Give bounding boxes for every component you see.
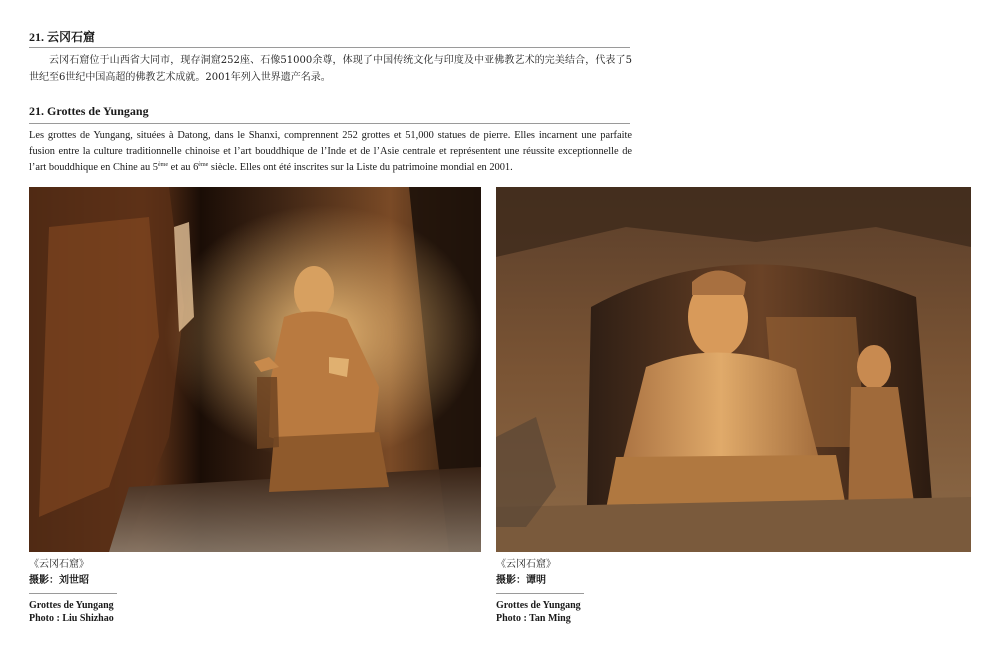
photo1-fr-credit: Photo : Liu Shizhao [29, 613, 114, 624]
photo1-zh-credit: 摄影：刘世昭 [29, 575, 89, 586]
fr-section-title: 21. Grottes de Yungang [29, 104, 149, 118]
photo1-caption-rule [29, 593, 117, 594]
fr-body-text: Les grottes de Yungang, situées à Datong, dans le Shanxi, comprennent 252 grottes et 51,000 statues de pierre. Elles incarnent une parfaite fusion entre la culture traditionnelle chinoise et l’art bouddhique de l’Inde et de l’Asie centrale et représentent une réussite exceptionnelle de l’art bouddhique en Chine au 5ème et au 6ème siècle. Elles ont été inscrites sur la Liste du patrimoine mondial en 2001. [29, 130, 632, 173]
photo2-caption-rule [496, 593, 584, 594]
zh-title-rule [29, 47, 630, 48]
zh-body-text: 云冈石窟位于山西省大同市，现存洞窟252座、石像51000余尊，体现了中国传统文化与印度及中亚佛教艺术的完美结合，代表了5世纪至6世纪中国高超的佛教艺术成就。2001年列入世界遗产名录。 [29, 55, 632, 83]
photo1-zh-title: 《云冈石窟》 [29, 559, 89, 570]
photo-yungang-cave-1 [29, 187, 481, 552]
photo-yungang-cave-2 [496, 187, 971, 552]
photo2-fr-title: Grottes de Yungang [496, 600, 581, 611]
zh-section-title: 21. 云冈石窟 [29, 30, 96, 44]
photo2-zh-title: 《云冈石窟》 [496, 559, 556, 570]
photo2-fr-credit: Photo : Tan Ming [496, 613, 571, 624]
fr-title-rule [29, 123, 630, 124]
photo2-zh-credit: 摄影：谭明 [496, 575, 546, 586]
photo1-fr-title: Grottes de Yungang [29, 600, 114, 611]
